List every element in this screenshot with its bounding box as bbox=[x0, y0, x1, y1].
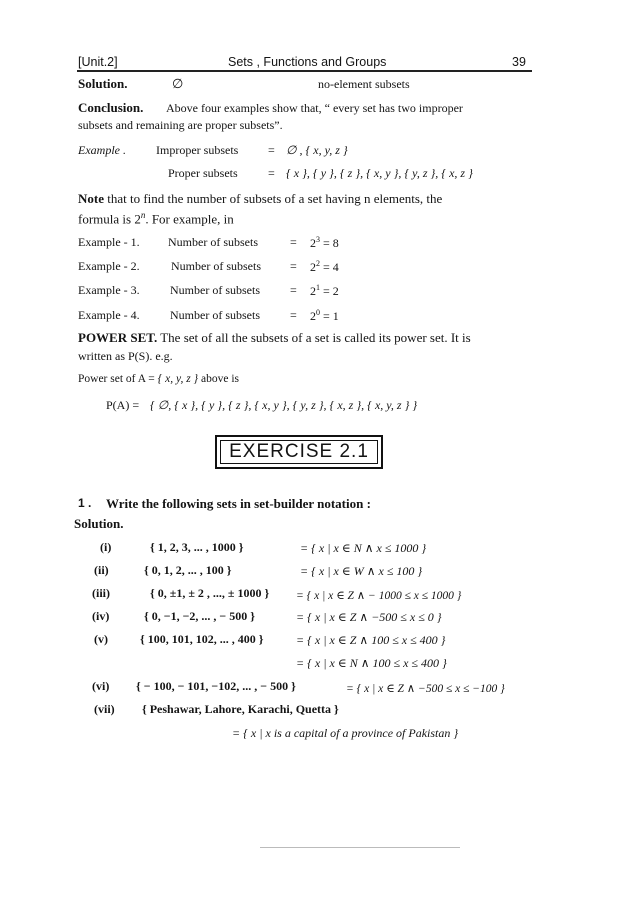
item-vi-builder: = { x | x ∈ Z ∧ −500 ≤ x ≤ −100 } bbox=[346, 683, 505, 695]
power-set-line-2: written as P(S). e.g. bbox=[78, 349, 173, 363]
example-1-result: = 8 bbox=[323, 236, 339, 250]
item-i-set: { 1, 2, 3, ... , 1000 } bbox=[150, 540, 244, 554]
note-text: that to find the number of subsets of a set having n elements, the bbox=[107, 191, 443, 206]
no-element-subsets-text: no-element subsets bbox=[318, 77, 410, 91]
example-2-result: = 4 bbox=[323, 260, 339, 274]
improper-subsets-value: ∅ , { x, y, z } bbox=[286, 143, 348, 157]
solution-label: Solution. bbox=[78, 76, 128, 91]
power-set-line-3 bbox=[78, 373, 239, 385]
example-3-result: = 2 bbox=[323, 284, 339, 298]
power-set-of-a-set: { x, y, z } bbox=[157, 373, 199, 385]
example-2-exp: 2 bbox=[316, 259, 320, 268]
item-ii-number: (ii) bbox=[94, 563, 109, 577]
item-iv-builder: = { x | x ∈ Z ∧ −500 ≤ x ≤ 0 } bbox=[296, 610, 442, 624]
example-2-equals: = bbox=[290, 259, 297, 273]
proper-subsets-label: Proper subsets bbox=[168, 166, 238, 180]
item-i-number: (i) bbox=[100, 540, 112, 554]
item-iii-number: (iii) bbox=[92, 586, 110, 600]
item-iv-set: { 0, −1, −2, ... , − 500 } bbox=[144, 609, 255, 623]
item-v-set: { 100, 101, 102, ... , 400 } bbox=[140, 632, 264, 646]
example-3-label: Example - 3. bbox=[78, 283, 140, 297]
example-1-base: 2 bbox=[310, 236, 316, 250]
running-title: Sets , Functions and Groups bbox=[228, 55, 387, 69]
example-2-label: Example - 2. bbox=[78, 259, 140, 273]
item-v-alt-builder: = { x | x ∈ N ∧ 100 ≤ x ≤ 400 } bbox=[296, 656, 447, 670]
formula-exponent: n bbox=[140, 210, 146, 220]
power-set-definition: The set of all the subsets of a set is called its power set. It is bbox=[160, 330, 471, 345]
power-set-label: POWER SET. bbox=[78, 330, 158, 345]
item-vi-set: { − 100, − 101, −102, ... , − 500 } bbox=[136, 679, 296, 693]
example-1-equals: = bbox=[290, 235, 297, 249]
item-vii-set: { Peshawar, Lahore, Karachi, Quetta } bbox=[142, 702, 339, 716]
conclusion-line-1: Above four examples show that, “ every set has two improper bbox=[166, 101, 463, 115]
question-text: Write the following sets in set-builder notation : bbox=[106, 496, 371, 511]
example-3-base: 2 bbox=[310, 284, 316, 298]
item-i-builder: = { x | x ∈ N ∧ x ≤ 1000 } bbox=[300, 541, 427, 555]
question-number: 1 . bbox=[78, 496, 92, 510]
example-2-base: 2 bbox=[310, 260, 316, 274]
item-iii-builder: = { x | x ∈ Z ∧ − 1000 ≤ x ≤ 1000 } bbox=[296, 590, 462, 602]
item-v-builder: = { x | x ∈ Z ∧ 100 ≤ x ≤ 400 } bbox=[296, 633, 446, 647]
example-label: Example . bbox=[78, 143, 126, 157]
conclusion-label: Conclusion. bbox=[78, 100, 144, 115]
example-2-value bbox=[310, 259, 339, 275]
example-4-label: Example - 4. bbox=[78, 308, 140, 322]
item-iii-set: { 0, ±1, ± 2 , ..., ± 1000 } bbox=[150, 586, 270, 600]
item-vii-number: (vii) bbox=[94, 702, 115, 716]
empty-set-symbol: ∅ bbox=[172, 76, 184, 91]
item-ii-set: { 0, 1, 2, ... , 100 } bbox=[144, 563, 232, 577]
example-3-equals: = bbox=[290, 283, 297, 297]
example-4-exp: 0 bbox=[316, 308, 320, 317]
example-3-value bbox=[310, 283, 339, 299]
proper-equals: = bbox=[268, 166, 275, 180]
formula-base: 2 bbox=[134, 211, 141, 227]
example-4-equals: = bbox=[290, 308, 297, 322]
item-iv-number: (iv) bbox=[92, 609, 110, 623]
header-rule bbox=[77, 70, 532, 72]
example-1-label: Example - 1. bbox=[78, 235, 140, 249]
power-set-of-a-post: above is bbox=[198, 373, 240, 385]
power-set-line-1 bbox=[78, 330, 471, 346]
item-vi-number: (vi) bbox=[92, 679, 110, 693]
power-set-of-a-pre: Power set of A = bbox=[78, 373, 158, 385]
note-line-2-pre: formula is bbox=[78, 211, 132, 227]
page-number: 39 bbox=[512, 55, 526, 69]
example-4-text: Number of subsets bbox=[170, 308, 260, 322]
item-ii-builder: = { x | x ∈ W ∧ x ≤ 100 } bbox=[300, 564, 423, 578]
pa-value: { ∅, { x }, { y }, { z }, { x, y }, { y, z }, { x, z }, { x, y, z } } bbox=[150, 398, 418, 412]
note-label: Note bbox=[78, 191, 104, 206]
exercise-box bbox=[215, 435, 383, 469]
example-3-text: Number of subsets bbox=[170, 283, 260, 297]
unit-label: [Unit.2] bbox=[78, 55, 118, 69]
conclusion-line-2: subsets and remaining are proper subsets”. bbox=[78, 118, 283, 132]
example-1-text: Number of subsets bbox=[168, 235, 258, 249]
note-line-2-post: . For example, in bbox=[145, 211, 234, 227]
example-4-base: 2 bbox=[310, 309, 316, 323]
note-line-1 bbox=[78, 191, 442, 207]
example-4-result: = 1 bbox=[323, 309, 339, 323]
question-solution-label: Solution. bbox=[74, 516, 124, 531]
improper-equals: = bbox=[268, 143, 275, 157]
example-1-exp: 3 bbox=[316, 235, 320, 244]
example-3-exp: 1 bbox=[316, 283, 320, 292]
example-1-value bbox=[310, 235, 339, 251]
scan-artifact-line bbox=[260, 847, 460, 848]
example-4-value bbox=[310, 308, 339, 324]
improper-subsets-label: Improper subsets bbox=[156, 143, 239, 157]
item-v-number: (v) bbox=[94, 632, 108, 646]
item-vii-builder: = { x | x is a capital of a province of Pakistan } bbox=[232, 726, 459, 740]
exercise-title: EXERCISE 2.1 bbox=[229, 441, 369, 462]
pa-label: P(A) = bbox=[106, 398, 140, 412]
proper-subsets-value: { x }, { y }, { z }, { x, y }, { y, z }, { x, z } bbox=[286, 166, 473, 180]
example-2-text: Number of subsets bbox=[171, 259, 261, 273]
note-line-2 bbox=[78, 210, 234, 227]
